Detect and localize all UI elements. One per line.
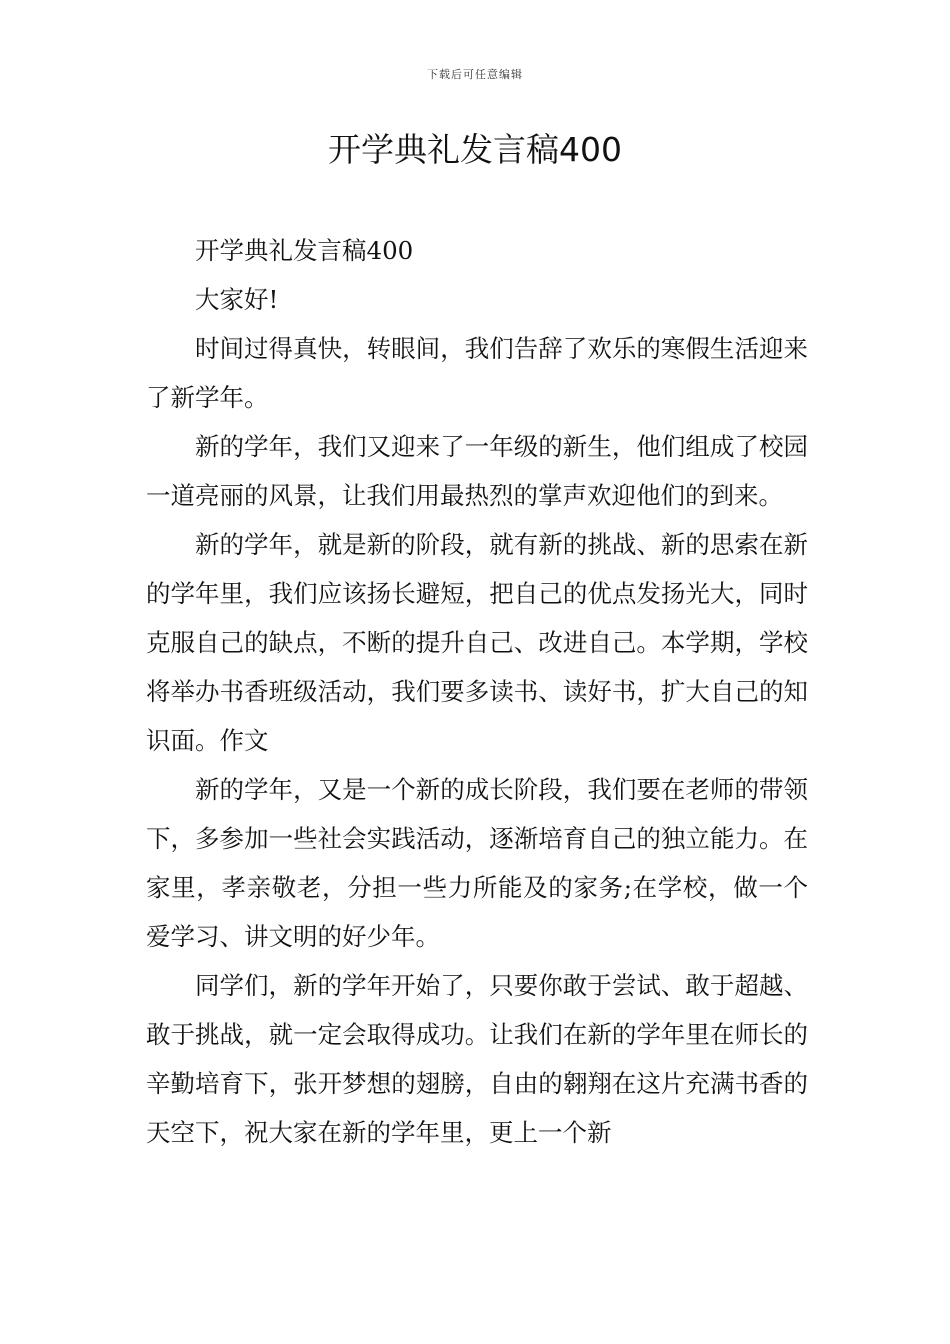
document-body <box>146 226 808 1157</box>
paragraph-greeting: 大家好! <box>195 285 279 314</box>
paragraph: 新的学年，又是一个新的成长阶段，我们要在老师的带领下，多参加一些社会实践活动，逐渐培育自己的独立能力。在家里，孝亲敬老，分担一些力所能及的家务;在学校，做一个爱学习、讲文明的好少年。 <box>146 775 808 951</box>
header-note: 下载后可任意编辑 <box>427 68 523 81</box>
paragraph: 新的学年，我们又迎来了一年级的新生，他们组成了校园一道亮丽的风景，让我们用最热烈的掌声欢迎他们的到来。 <box>146 432 808 510</box>
paragraph: 同学们，新的学年开始了，只要你敢于尝试、敢于超越、敢于挑战，就一定会取得成功。让我们在新的学年里在师长的辛勤培育下，张开梦想的翅膀，自由的翱翔在这片充满书香的天空下，祝大家在新的学年里，更上一个新 <box>146 971 808 1147</box>
paragraph-heading: 开学典礼发言稿400 <box>195 236 414 265</box>
document-title: 开学典礼发言稿400 <box>328 130 622 169</box>
paragraph: 新的学年，就是新的阶段，就有新的挑战、新的思索在新的学年里，我们应该扬长避短，把自己的优点发扬光大，同时克服自己的缺点，不断的提升自己、改进自己。本学期，学校将举办书香班级活动，我们要多读书、读好书，扩大自己的知识面。作文 <box>146 530 808 755</box>
paragraph: 时间过得真快，转眼间，我们告辞了欢乐的寒假生活迎来了新学年。 <box>146 334 808 412</box>
